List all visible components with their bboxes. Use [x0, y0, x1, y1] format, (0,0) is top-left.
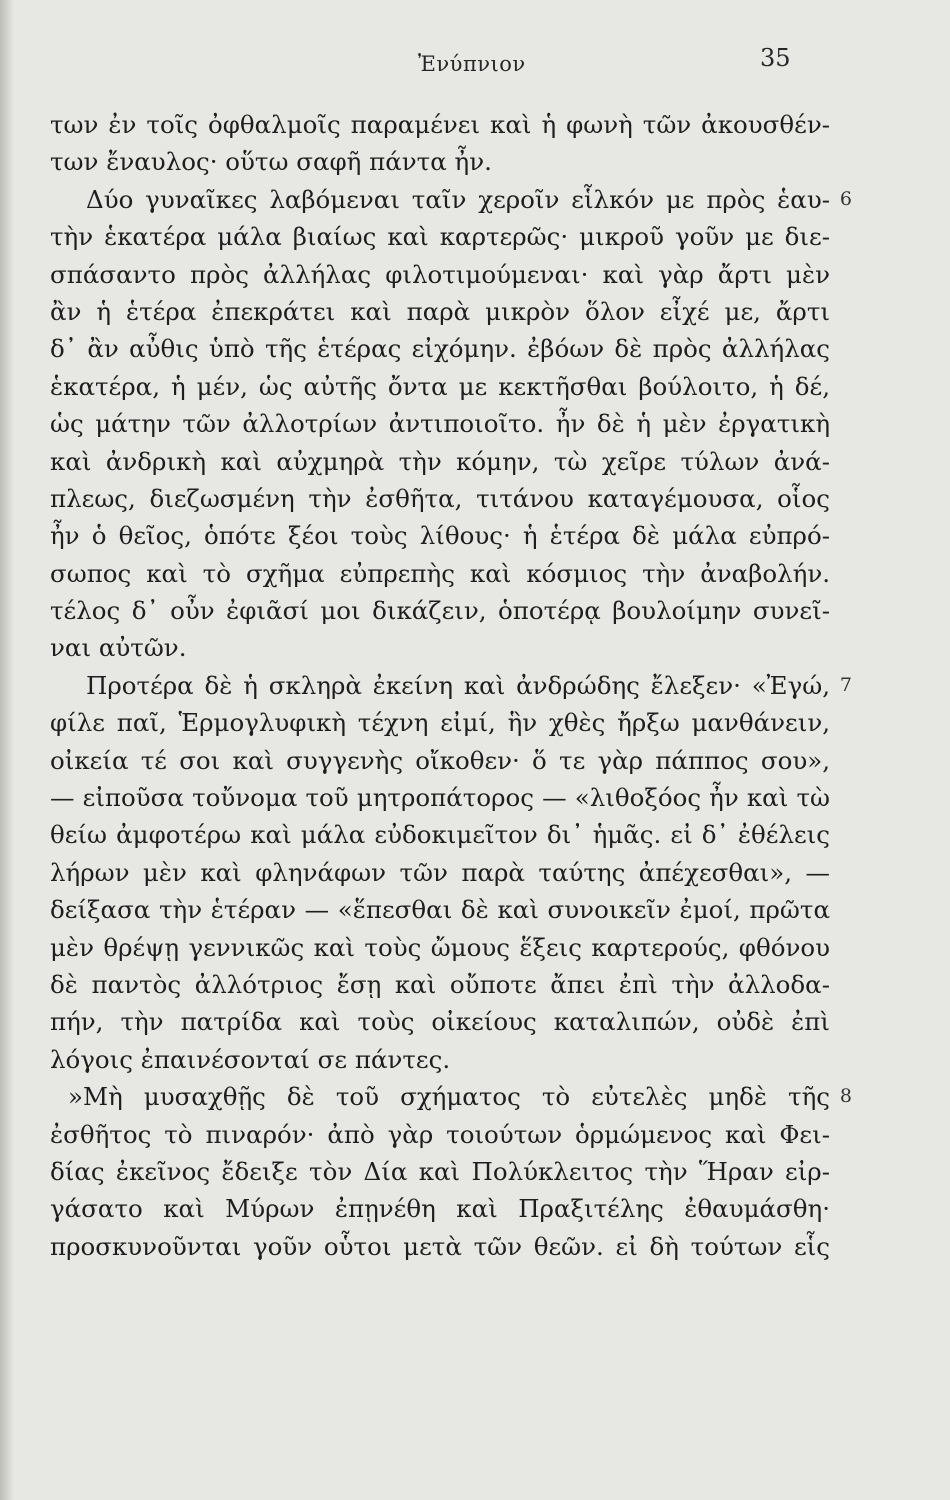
- text-line: των ἐν τοῖς ὀφθαλμοῖς παραμένει καὶ ἡ φωνὴ τῶν ἀκουσθέν-: [50, 110, 830, 139]
- text-line: φίλε παῖ, Ἑρμογλυφικὴ τέχνη εἰμί, ἣν χθὲς ἤρξω μανθάνειν,: [50, 708, 830, 738]
- text-line: γάσατο καὶ Μύρων ἐπῃνέθη καὶ Πραξιτέλης ἐθαυμάσθη·: [50, 1194, 830, 1224]
- text-line: σπάσαντο πρὸς ἀλλήλας φιλοτιμούμεναι· καὶ γὰρ ἄρτι μὲν: [50, 259, 830, 289]
- text-line: δὲ παντὸς ἀλλότριος ἔσῃ καὶ οὔποτε ἄπει ἐπὶ τὴν ἀλλοδα-: [50, 969, 830, 999]
- page-gutter-shadow: [0, 0, 14, 1500]
- text-line: — εἰποῦσα τοὔνομα τοῦ μητροπάτορος — «λιθοξόος ἦν καὶ τὼ: [50, 783, 830, 813]
- text-line: ἦν ὁ θεῖος, ὁπότε ξέοι τοὺς λίθους· ἡ ἑτέρα δὲ μάλα εὐπρό-: [50, 521, 830, 551]
- text-line: ἐσθῆτος τὸ πιναρόν· ἀπὸ γὰρ τοιούτων ὁρμώμενος καὶ Φει-: [50, 1119, 830, 1149]
- text-line: »Μὴ μυσαχθῇς δὲ τοῦ σχήματος τὸ εὐτελὲς μηδὲ τῆς 8: [50, 1078, 830, 1115]
- section-number: 6: [839, 187, 852, 210]
- text-line: καὶ ἀνδρικὴ καὶ αὐχμηρὰ τὴν κόμην, τὼ χεῖρε τύλων ἀνά-: [50, 446, 830, 476]
- body-text: [50, 106, 852, 1265]
- text-line: πλεως, διεζωσμένη τὴν ἐσθῆτα, τιτάνου καταγέμουσα, οἷος: [50, 483, 830, 513]
- text-line: τέλος δ᾽ οὖν ἐφιᾶσί μοι δικάζειν, ὁποτέρᾳ βουλοίμην συνεῖ-: [50, 596, 830, 626]
- text-line: δείξασα τὴν ἑτέραν — «ἕπεσθαι δὲ καὶ συνοικεῖν ἐμοί, πρῶτα: [50, 895, 830, 925]
- text-line: τὴν ἑκατέρα μάλα βιαίως καὶ καρτερῶς· μικροῦ γοῦν με διε-: [50, 222, 830, 252]
- text-line: των ἔναυλος· οὕτω σαφῆ πάντα ἦν.: [50, 147, 492, 177]
- text-line: Δύο γυναῖκες λαβόμεναι ταῖν χεροῖν εἷλκόν με πρὸς ἑαυ- 6: [50, 181, 830, 218]
- text-line: ὡς μάτην τῶν ἀλλοτρίων ἀντιποιοῖτο. ἦν δὲ ἡ μὲν ἐργατικὴ: [50, 409, 830, 439]
- text-line: πήν, τὴν πατρίδα καὶ τοὺς οἰκείους καταλιπών, οὐδὲ ἐπὶ: [50, 1007, 830, 1037]
- text-line: λόγοις ἐπαινέσονταί σε πάντες.: [50, 1044, 451, 1074]
- page-header: [0, 44, 950, 84]
- text-line: μὲν θρέψῃ γεννικῶς καὶ τοὺς ὤμους ἕξεις καρτερούς, φθόνου: [50, 932, 830, 962]
- text-line: σωπος καὶ τὸ σχῆμα εὐπρεπὴς καὶ κόσμιος τὴν ἀναβολήν.: [50, 558, 830, 588]
- text-line: δ᾽ ἂν αὖθις ὑπὸ τῆς ἑτέρας εἰχόμην. ἐβόων δὲ πρὸς ἀλλήλας: [50, 334, 830, 364]
- page-number: 35: [760, 44, 791, 72]
- text-line: λήρων μὲν καὶ φληνάφων τῶν παρὰ ταύτης ἀπέχεσθαι», —: [50, 857, 830, 887]
- text-line: ἂν ἡ ἑτέρα ἐπεκράτει καὶ παρὰ μικρὸν ὅλον εἶχέ με, ἄρτι: [50, 296, 830, 326]
- text-line: Προτέρα δὲ ἡ σκληρὰ ἐκείνη καὶ ἀνδρώδης ἔλεξεν· «Ἐγώ, 7: [50, 667, 830, 704]
- text-line: θείω ἀμφοτέρω καὶ μάλα εὐδοκιμεῖτον δι᾽ ἡμᾶς. εἰ δ᾽ ἐθέλεις: [50, 820, 830, 850]
- text-line: οἰκεία τέ σοι καὶ συγγενὴς οἴκοθεν· ὅ τε γὰρ πάππος σου»,: [50, 745, 830, 775]
- section-number: 8: [839, 1085, 852, 1108]
- text-line: ναι αὐτῶν.: [50, 633, 187, 663]
- section-number: 7: [839, 673, 852, 696]
- text-line: δίας ἐκεῖνος ἔδειξε τὸν Δία καὶ Πολύκλειτος τὴν Ἥραν εἰρ-: [50, 1156, 830, 1186]
- text-line: ἑκατέρα, ἡ μέν, ὡς αὐτῆς ὄντα με κεκτῆσθαι βούλοιτο, ἡ δέ,: [50, 371, 830, 401]
- running-head: Ἐνύπνιον: [418, 52, 526, 76]
- text-line: προσκυνοῦνται γοῦν οὗτοι μετὰ τῶν θεῶν. εἰ δὴ τούτων εἷς: [50, 1231, 830, 1261]
